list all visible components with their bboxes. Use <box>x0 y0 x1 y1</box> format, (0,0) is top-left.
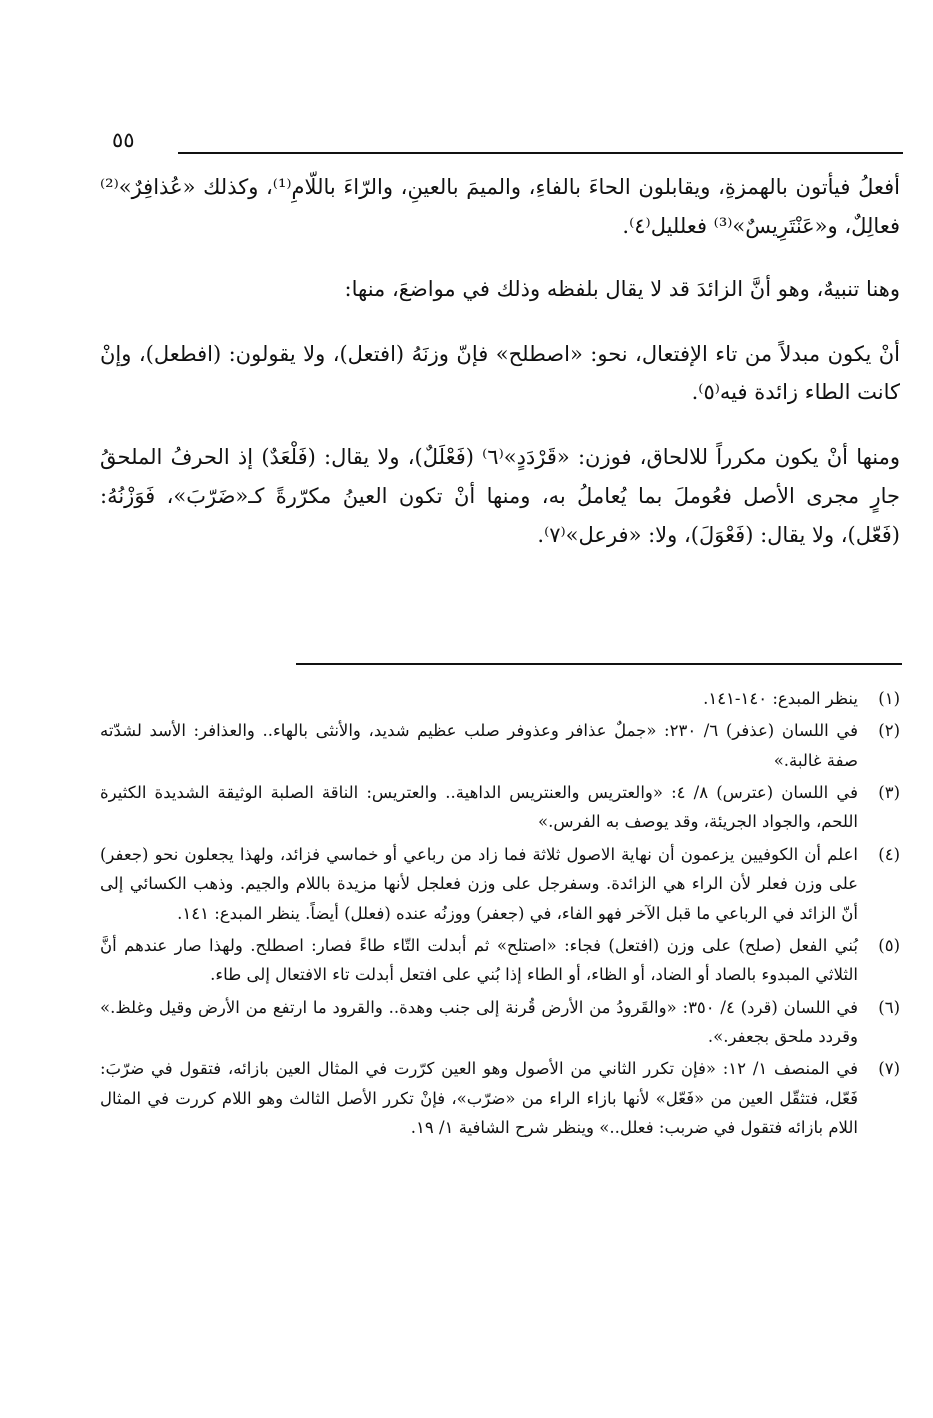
footnote <box>100 840 900 928</box>
footnote-number: (٥) <box>878 935 900 955</box>
footnote-number: (٦) <box>878 997 900 1017</box>
footnotes <box>100 684 900 1145</box>
footnote <box>100 993 900 1052</box>
footnote-separator <box>296 663 902 665</box>
header-rule <box>178 152 903 154</box>
footnote <box>100 1054 900 1142</box>
footnote <box>100 931 900 990</box>
footnote-number: (١) <box>878 689 900 708</box>
paragraph: وهنا تنبيهٌ، وهو أنَّ الزائدَ قد لا يقال بلفظه وذلك في مواضعَ، منها: <box>344 276 900 301</box>
footnote <box>100 778 900 837</box>
footnote-text: بُني الفعل (صلح) على وزن (افتعل) فجاء: «اصتلح» ثم أبدلت التّاء طاءً فصار: اصطلح. ولهذا صار عندهم أنَّ الثلاثي المبدوء بالصاد أو الضاد، أو الظاء، أو الطاء إذا بُني على افتعل أبدلت تاء الافتعال إلى طاء. <box>100 935 858 985</box>
footnote-number: (٢) <box>878 721 900 741</box>
footnote <box>100 684 900 713</box>
footnote-number: (٤) <box>878 844 900 864</box>
paragraph: أنْ يكون مبدلاً من تاء الإفتعال، نحو: «اصطلح» فإنّ وزنَهُ (افتعل)، ولا يقولون: (افطعل)، وإنْ كانت الطاء زائدة فيه⁽٥⁾. <box>100 341 900 405</box>
main-text <box>100 168 900 555</box>
paragraph: ومنها أنْ يكون مكرراً للالحاق، فوزن: «قَرْدَدٍ»⁽٦⁾ (فَعْلَلٌ)، ولا يقال: (فَلْعَدٌ) إذ الحرفُ الملحقُ جارٍ مجرى الأصل فعُوملَ بما يُعاملُ به، ومنها أنْ تكون العينُ مكرّرةً كـ«ضَرّبَ»، فَوَزْنُهُ: (فَعّل)، ولا يقال: (فَعْوَلَ)، ولا: «فرعل»⁽٧⁾. <box>100 445 900 547</box>
footnote-text: في اللسان (عذفر) ٦/ ٢٣٠: «جملٌ عذافر وعذوفر صلب عظيم شديد، والأنثى بالهاء.. والعذافر: الأسد لشدّته صفة غالبة.» <box>100 721 859 770</box>
footnote-text: اعلم أن الكوفيين يزعمون أن نهاية الاصول ثلاثة فما زاد من رباعي أو خماسي فزائد، ولهذا يجعلون نحو (جعفر) على وزن فعلر لأن الراء هي الزائدة. وسفرجل على وزن فعلجل لأنها مزيدة باللام والجيم. وذهب الكسائي إلى أنّ الزائد في الرباعي ما قبل الآخر فهو الفاء، في (جعفر) ووزنُه عنده (فعلل) أيضاً. ينظر المبدع: ١٤١. <box>100 844 858 923</box>
footnote-number: (٣) <box>878 783 900 803</box>
footnote <box>100 716 900 775</box>
page-number: ٥٥ <box>112 128 135 152</box>
footnote-text: ينظر المبدع: ١٤٠-١٤١. <box>703 689 858 708</box>
footnote-text: في اللسان (قرد) ٤/ ٣٥٠: «والقَرودُ من الأرض قُرنة إلى جنب وهدة.. والقرود ما ارتفع من الأرض وقيل وغلظ.» وقردد ملحق بجعفر.». <box>100 997 859 1046</box>
footnote-number: (٧) <box>878 1059 900 1079</box>
footnote-text: في المنصف ١/ ١٢: «فإن تكرر الثاني من الأصول وهو العين كرّرت في المثال العين بازائه، فتقول في ضرّبَ: فَعّل، فتثقّل العين من «فَعّل» لأنها بازاء الراء من «ضرّب»، فإنْ تكرر الأصل الثالث وهو اللام كررت في المثال اللام بازائه فتقول في ضربب: فعلل..» وينظر شرح الشافية ١/ ١٩. <box>100 1059 858 1138</box>
footnote-text: في اللسان (عترس) ٨/ ٤: «والعتريس والعنتريس الداهية.. والعتريس: الناقة الصلبة الوثيقة الشديدة الكثيرة اللحم، والجواد الجريئة، وقد يوصف به الفرس.» <box>100 783 858 832</box>
paragraph: أفعلُ فيأتون بالهمزةِ، ويقابلون الحاءَ بالفاءِ، والميمَ بالعينِ، والرّاءَ باللّامِ⁽¹⁾، وكذلك «عُذافِرٌ»⁽²⁾ فعالِلٌ، و«عَنْتَرِيسٌ»⁽³⁾ فعلليل⁽٤⁾. <box>100 175 900 238</box>
